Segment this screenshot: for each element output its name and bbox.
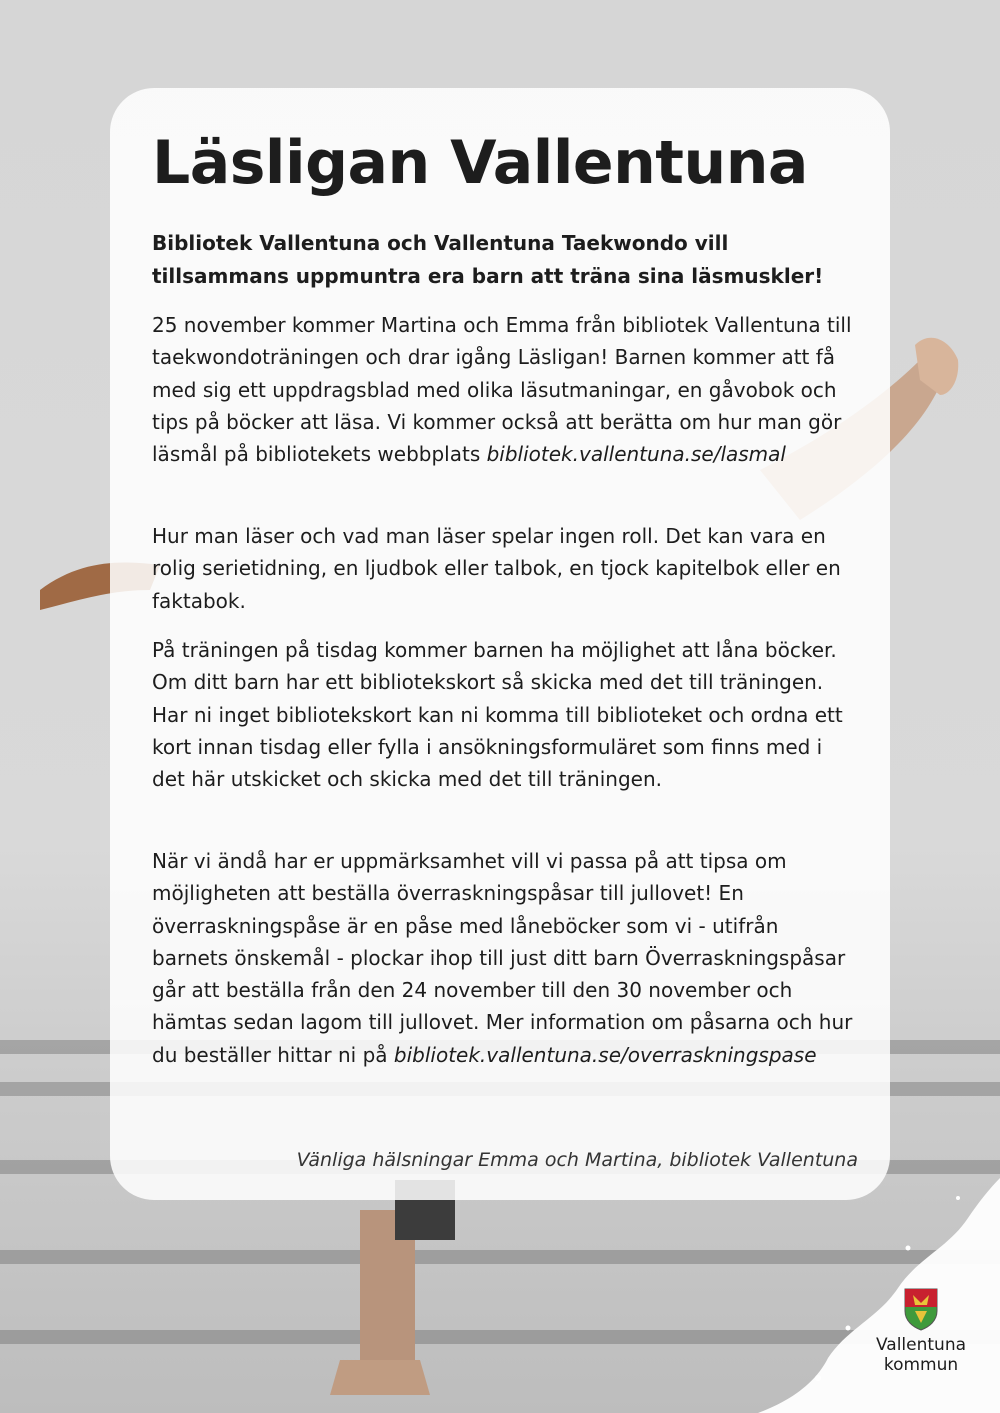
paragraph-kickoff-text: 25 november kommer Martina och Emma från bibliotek Vallentuna till taekwondoträningen och drar igång Läsligan! Barnen kommer att få med sig ett uppdragsblad med olika läsutmaningar, en gåvobok och tips på böcker att läsa. Vi kommer också att berätta om hur man gör läsmål på bibliotekets webbplats: [152, 313, 852, 467]
paragraph-surprise-bags: [152, 845, 858, 1071]
logo-line-1: Vallentuna: [875, 1335, 967, 1355]
intro-text: Bibliotek Vallentuna och Vallentuna Taekwondo vill tillsammans uppmuntra era barn att träna sina läsmuskler!: [152, 231, 824, 288]
paragraph-kickoff: [152, 309, 858, 470]
overraskningspase-link[interactable]: bibliotek.vallentuna.se/overraskningspase: [393, 1042, 817, 1067]
logo-line-2: kommun: [883, 1355, 959, 1375]
coat-of-arms-icon: [903, 1287, 939, 1331]
paragraph-surprise-bags-text: När vi ändå har er uppmärksamhet vill vi passa på att tipsa om möjligheten att beställa överraskningspåsar till jullovet! En överraskningspåse är en påse med låneböcker som vi - utifrån barnets önskemål - plockar ihop till just ditt barn Överraskningspåsar går att beställa från den 24 november till den 30 november och hämtas sedan lagom till jullovet. Mer information om påsarna och hur du beställer hittar ni på: [152, 849, 853, 1067]
paragraph-library-card: På träningen på tisdag kommer barnen ha möjlighet att låna böcker. Om ditt barn har ett bibliotekskort så skicka med det till träningen. Har ni inget bibliotekskort kan ni komma till biblioteket och ordna ett kort innan tisdag eller fylla i ansökningsformuläret som finns med i det här utskicket och skicka med det till träningen.: [152, 638, 843, 792]
greeting-signature: Vänliga hälsningar Emma och Martina, bibliotek Vallentuna: [296, 1149, 858, 1171]
vallentuna-kommun-logo: [866, 1287, 976, 1375]
paragraph-reading-formats: Hur man läser och vad man läser spelar ingen roll. Det kan vara en rolig serietidning, en ljudbok eller talbok, en tjock kapitelbok eller en faktabok.: [152, 524, 841, 613]
lasmal-link[interactable]: bibliotek.vallentuna.se/lasmal: [486, 442, 786, 467]
page-title: Läsligan Vallentuna: [152, 128, 808, 198]
